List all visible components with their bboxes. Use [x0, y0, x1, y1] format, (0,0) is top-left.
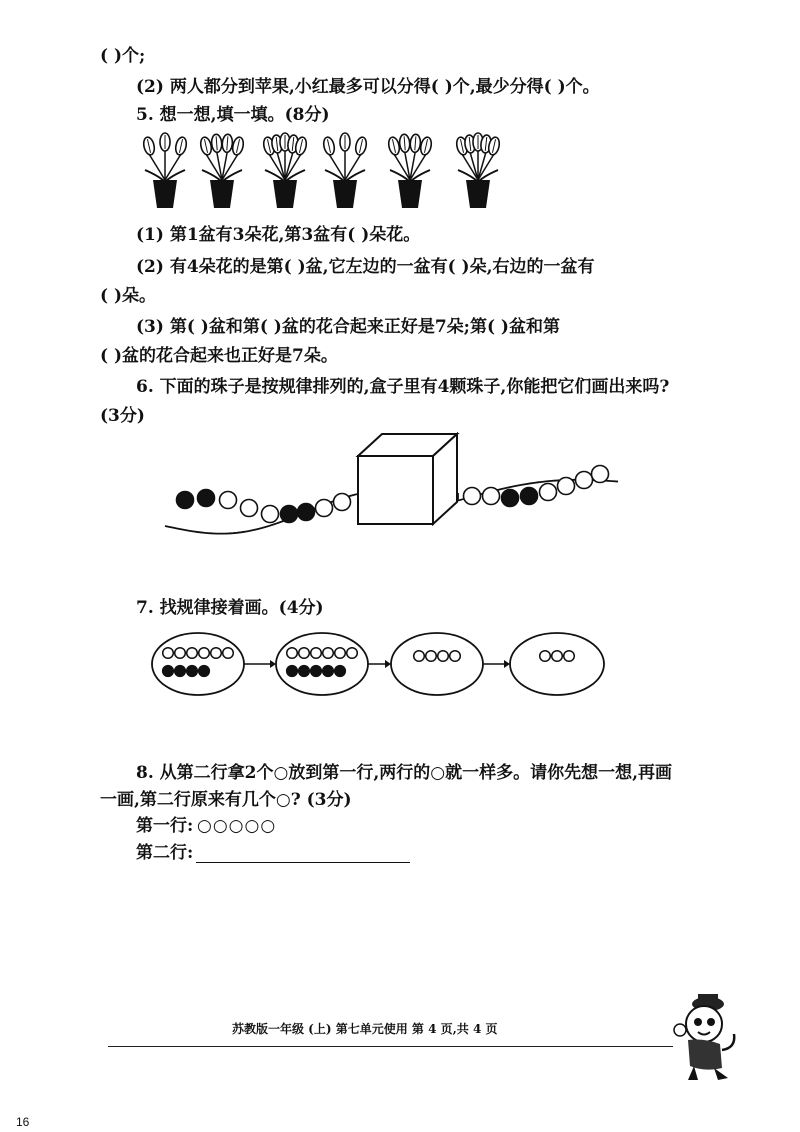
- white-bead: [334, 494, 351, 511]
- cartoon-cat-mascot: [664, 990, 744, 1085]
- flower-pot: [455, 133, 501, 208]
- question-5-2-line1: (2) 有4朵花的是第( )盆,它左边的一盆有( )朵,右边的一盆有: [136, 257, 595, 277]
- row2-label: 第二行:: [136, 843, 194, 863]
- white-bead: [576, 472, 593, 489]
- white-circle: [450, 651, 461, 662]
- flower-pot: [142, 133, 188, 208]
- bead-box[interactable]: [358, 434, 457, 524]
- sequence-ellipse: [391, 633, 483, 695]
- white-bead: [464, 488, 481, 505]
- white-circle: [564, 651, 575, 662]
- white-circle: [552, 651, 563, 662]
- black-circle: [287, 666, 298, 677]
- black-bead: [521, 488, 538, 505]
- flower-pots-illustration: [0, 130, 800, 210]
- footer-text: 苏教版一年级 (上) 第七单元使用 第 4 页,共 4 页: [232, 1022, 498, 1036]
- white-circle: [223, 648, 234, 659]
- white-circle: [311, 648, 322, 659]
- black-circle: [311, 666, 322, 677]
- white-circle: [163, 648, 174, 659]
- white-circle: [335, 648, 346, 659]
- white-circle: [426, 651, 437, 662]
- black-bead: [281, 506, 298, 523]
- flower-pot: [322, 133, 368, 208]
- black-circle: [299, 666, 310, 677]
- flower-pot: [387, 134, 433, 208]
- row1-label: 第一行:: [136, 816, 194, 836]
- row1-circles: ○○○○○: [197, 816, 277, 836]
- footer-rule: [108, 1046, 673, 1047]
- white-bead: [220, 492, 237, 509]
- question-5-1: (1) 第1盆有3朵花,第3盆有( )朵花。: [136, 225, 421, 245]
- white-bead: [241, 500, 258, 517]
- flower-pot: [199, 134, 245, 208]
- white-bead: [540, 484, 557, 501]
- white-circle: [299, 648, 310, 659]
- white-circle: [187, 648, 198, 659]
- question-8-line1: 8. 从第二行拿2个○放到第一行,两行的○就一样多。请你先想一想,再画: [136, 763, 672, 783]
- white-circle: [323, 648, 334, 659]
- white-circle: [175, 648, 186, 659]
- flower-pot: [262, 133, 308, 208]
- white-bead: [483, 488, 500, 505]
- question-6-line2: (3分): [100, 406, 145, 426]
- question-7-title: 7. 找规律接着画。(4分): [136, 598, 324, 618]
- black-circle: [175, 666, 186, 677]
- black-circle: [335, 666, 346, 677]
- question-5-title: 5. 想一想,填一填。(8分): [136, 105, 330, 125]
- white-bead: [558, 478, 575, 495]
- question-5-3-line1: (3) 第( )盆和第( )盆的花合起来正好是7朵;第( )盆和第: [136, 317, 560, 337]
- row2-answer-line[interactable]: [196, 862, 410, 863]
- black-circle: [187, 666, 198, 677]
- black-circle: [323, 666, 334, 677]
- page-number: 16: [16, 1115, 30, 1129]
- white-circle: [199, 648, 210, 659]
- sequence-ellipse: [510, 633, 604, 695]
- pattern-sequence-illustration: [0, 628, 800, 708]
- white-bead: [592, 466, 609, 483]
- black-bead: [177, 492, 194, 509]
- sequence-ellipse: [276, 633, 368, 695]
- black-circle: [163, 666, 174, 677]
- black-circle: [199, 666, 210, 677]
- black-bead: [502, 490, 519, 507]
- question-5-3-line2: ( )盆的花合起来也正好是7朵。: [100, 346, 338, 366]
- white-circle: [540, 651, 551, 662]
- question-5-2-line2: ( )朵。: [100, 286, 157, 306]
- white-circle: [438, 651, 449, 662]
- white-circle: [211, 648, 222, 659]
- black-bead: [298, 504, 315, 521]
- answer-line-partial: ( )个;: [100, 46, 146, 66]
- white-circle: [347, 648, 358, 659]
- bead-string-illustration: [0, 428, 800, 538]
- question-6-line1: 6. 下面的珠子是按规律排列的,盒子里有4颗珠子,你能把它们画出来吗?: [136, 377, 670, 397]
- question-4-2: (2) 两人都分到苹果,小红最多可以分得( )个,最少分得( )个。: [136, 77, 600, 97]
- black-bead: [198, 490, 215, 507]
- white-bead: [316, 500, 333, 517]
- white-bead: [262, 506, 279, 523]
- question-8-line2: 一画,第二行原来有几个○? (3分): [100, 790, 352, 810]
- white-circle: [287, 648, 298, 659]
- sequence-ellipse: [152, 633, 244, 695]
- white-circle: [414, 651, 425, 662]
